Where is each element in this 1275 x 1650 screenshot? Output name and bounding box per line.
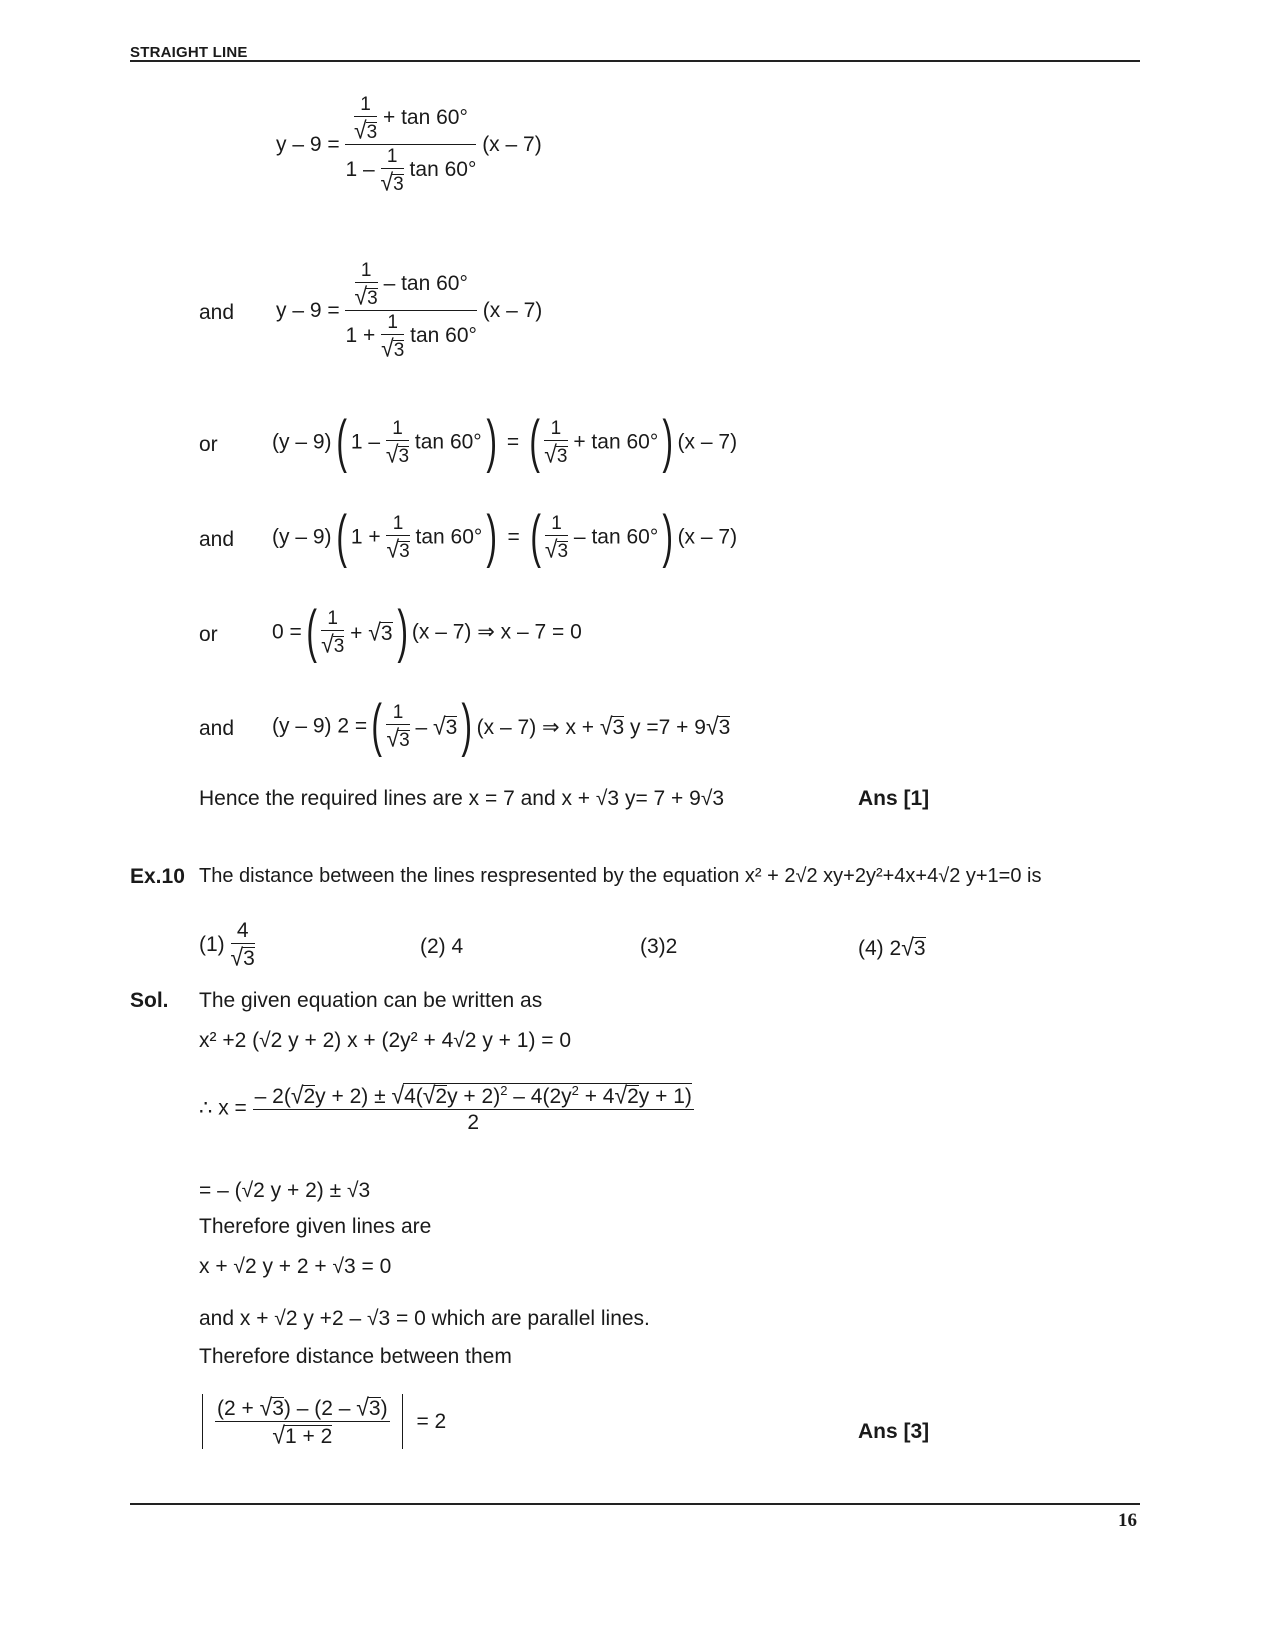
option-1-denominator: 3 (243, 947, 255, 970)
answer-3: Ans [3] (858, 1420, 930, 1443)
header-rule (130, 60, 1140, 62)
label-or-2: or (199, 623, 218, 646)
solution-line-7: and x + √2 y +2 – √3 = 0 which are parallel lines. (199, 1307, 650, 1330)
answer-1: Ans [1] (858, 787, 930, 810)
equation-3: (y – 9)( 1 – $\frac{1}{√3}$ tan 60°) = ( $\frac{1}{√3}$ + tan 60°) (x – 7) (272, 409, 738, 474)
solution-line-1: The given equation can be written as (199, 989, 543, 1012)
solution-line-8: Therefore distance between them (199, 1345, 512, 1368)
solution-line-4: = – (√2 y + 2) ± √3 (199, 1179, 371, 1202)
hence-statement: Hence the required lines are x = 7 and x + √3 y= 7 + 9√3 (199, 787, 725, 810)
example-label: Ex.10 (130, 865, 185, 888)
equation-2: y – 9 = $\frac{1}{√3}$ – tan 60° 1 + $\frac{1}{√3}$ tan 60° (x – 7) (276, 260, 543, 362)
option-1-numerator: 4 (231, 920, 255, 944)
example-question: The distance between the lines respresented by the equation x² + 2√2 xy+2y²+4x+4√2 y+1=0 is (199, 865, 1042, 887)
option-4: (4) 2√3 (858, 933, 926, 961)
label-and-3: and (199, 717, 235, 740)
solution-line-5: Therefore given lines are (199, 1215, 432, 1238)
distance-result: = 2 (416, 1410, 447, 1433)
equation-5: 0 =( $\frac{1}{√3}$ + √3) (x – 7) ⇒ x – 7 = 0 (272, 599, 582, 664)
equation-1: y – 9 = $\frac{1}{√3}$ + tan 60° 1 – $\frac{1}{√3}$ tan 60° (x – 7) (276, 94, 542, 196)
option-1: (1) $\frac{4}{√3}$ (199, 919, 255, 971)
option-3: (3)2 (640, 935, 678, 958)
option-2: (2) 4 (420, 935, 464, 958)
label-or-1: or (199, 433, 218, 456)
option-4-value: 2 (889, 937, 902, 960)
solution-label: Sol. (130, 989, 169, 1012)
label-and-1: and (199, 301, 235, 324)
option-1-label: (1) (199, 933, 225, 956)
label-and-2: and (199, 528, 235, 551)
solution-line-6: x + √2 y + 2 + √3 = 0 (199, 1255, 392, 1278)
distance-formula: $\frac{(2 + √3) - (2 - √3)}{√1 + 2}$ = 2 (202, 1394, 446, 1449)
footer-rule (130, 1503, 1140, 1505)
solution-line-2: x² +2 (√2 y + 2) x + (2y² + 4√2 y + 1) = 0 (199, 1029, 572, 1052)
equation-6: (y – 9) 2 =( $\frac{1}{√3}$ – √3) (x – 7) ⇒ x + √3 y =7 + 9√3 (272, 693, 731, 758)
option-4-label: (4) (858, 937, 884, 960)
equation-4: (y – 9)( 1 + $\frac{1}{√3}$ tan 60°) = ( $\frac{1}{√3}$ – tan 60°) (x – 7) (272, 504, 738, 569)
quadratic-formula: ∴ x = $\frac{- 2(√2y + 2) \pm √4(√2y + 2)^2 - 4(2y^2 + 4√2y + 1)}{2}$ (199, 1081, 692, 1134)
running-header: STRAIGHT LINE (130, 44, 248, 61)
page-number: 16 (1118, 1510, 1137, 1531)
